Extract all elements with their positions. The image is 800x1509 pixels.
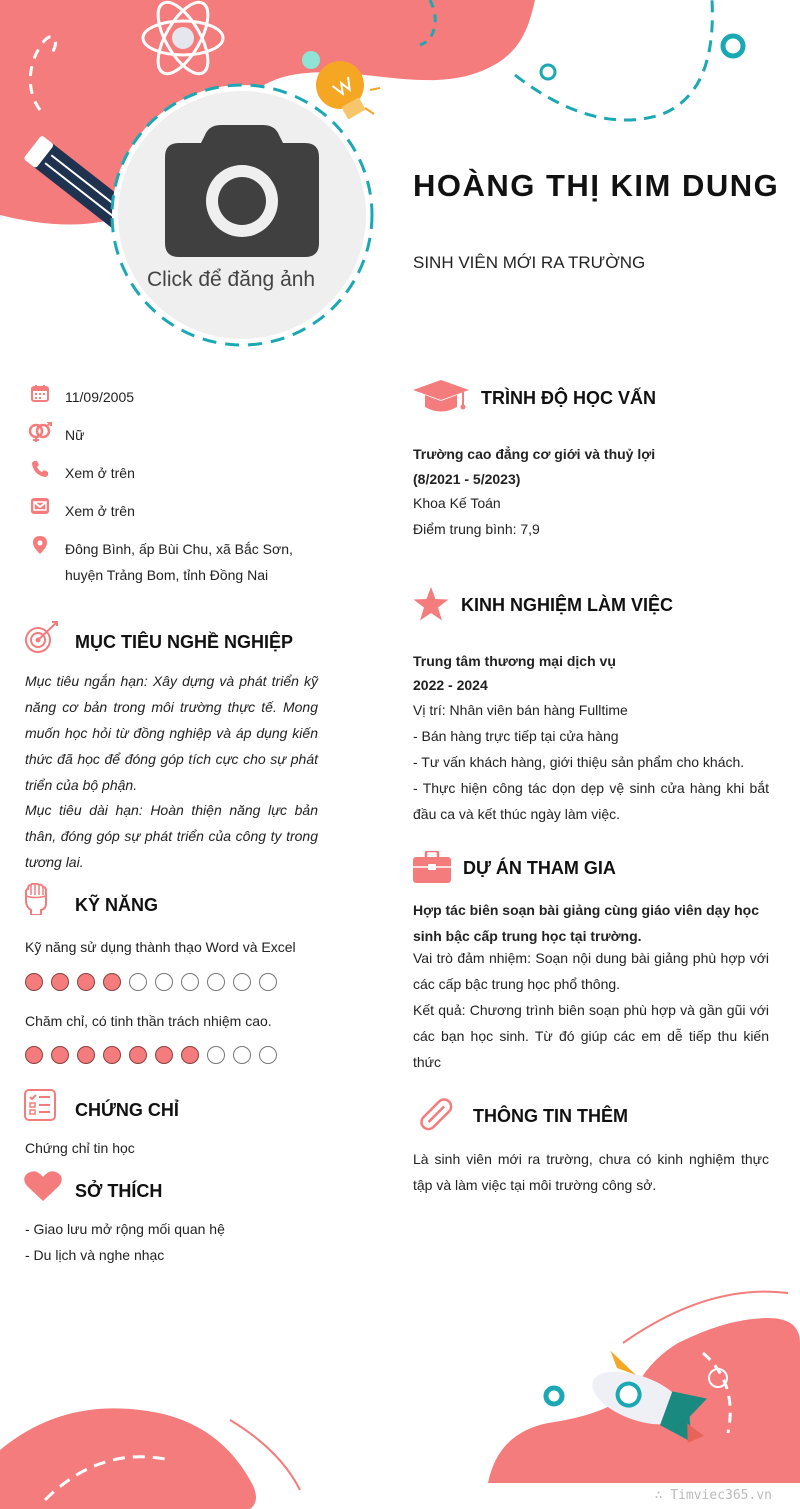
rating-dot-empty [259,973,277,991]
experience-duty: - Bán hàng trực tiếp tại cửa hàng [413,728,619,744]
target-icon [24,620,60,654]
hobby-item: - Du lịch và nghe nhạc [25,1247,165,1263]
rating-dot-filled [103,973,121,991]
footer-decoration-right [488,1283,800,1483]
certificates-text: Chứng chỉ tin học [25,1140,135,1156]
map-pin-icon [25,536,55,556]
education-title: TRÌNH ĐỘ HỌC VẤN [481,388,656,408]
skill-name-1: Kỹ năng sử dụng thành thạo Word và Excel [25,939,296,955]
education-gpa: Điểm trung bình: 7,9 [413,521,540,537]
projects-title: DỰ ÁN THAM GIA [463,858,616,878]
rating-dot-filled [51,1046,69,1064]
contact-phone [25,460,305,486]
rating-dot-filled [181,1046,199,1064]
experience-company: Trung tâm thương mại dịch vụ [413,653,616,669]
fist-icon [25,883,47,915]
rating-dot-filled [77,1046,95,1064]
footer-decoration-left [0,1390,310,1509]
rating-dot-empty [181,973,199,991]
gender-icon [25,422,55,442]
contact-email [25,498,305,524]
contact-gender [25,422,305,448]
rating-dot-empty [259,1046,277,1064]
rating-dot-filled [77,973,95,991]
hobbies-title: SỞ THÍCH [75,1181,163,1201]
contact-birthday [25,384,305,410]
briefcase-icon [413,851,451,883]
rating-dot-filled [25,973,43,991]
objective-title: MỤC TIÊU NGHỀ NGHIỆP [75,632,294,652]
education-period: (8/2021 - 5/2023) [413,471,521,487]
graduation-cap-icon [413,378,469,416]
camera-icon[interactable] [165,125,319,257]
additional-title: THÔNG TIN THÊM [473,1106,628,1126]
watermark: ∴ Timviec365.vn [654,1488,772,1503]
skill-name-2: Chăm chỉ, có tinh thần trách nhiệm cao. [25,1013,272,1029]
experience-role: Vị trí: Nhân viên bán hàng Fulltime [413,702,628,718]
objective-long-term: Mục tiêu dài hạn: Hoàn thiện năng lực bản thân, đóng góp sự phát triển của công ty trong tương lai. [25,802,318,870]
experience-duty: - Thực hiện công tác dọn dẹp vệ sinh cửa hàng khi bắt đầu ca và kết thúc ngày làm việc. [413,780,769,822]
objective-short-term: Mục tiêu ngắn hạn: Xây dựng và phát triển kỹ năng cơ bản trong môi trường thực tế. Mong muốn học hỏi từ đồng nghiệp và áp dụng kiến thức đã học để đóng góp tích cực cho sự phát triển của bộ phận. [25,673,318,793]
rating-dot-filled [25,1046,43,1064]
phone-value: Xem ở trên [65,465,135,481]
additional-text: Là sinh viên mới ra trường, chưa có kinh nghiệm thực tập và làm việc tại môi trường công sở. [413,1151,769,1193]
hobby-item: - Giao lưu mở rộng mối quan hệ [25,1221,225,1237]
rating-dot-empty [155,973,173,991]
certificates-title: CHỨNG CHỈ [75,1100,179,1120]
gender-value: Nữ [65,427,85,443]
rating-dot-filled [155,1046,173,1064]
rating-dot-filled [129,1046,147,1064]
rating-dot-filled [51,973,69,991]
rating-dot-empty [207,973,225,991]
candidate-position: SINH VIÊN MỚI RA TRƯỜNG [413,253,646,272]
birthday-value: 11/09/2005 [65,389,135,405]
project-role: Vai trò đảm nhiệm: Soạn nội dung bài giảng phù hợp với các cấp bậc trung học phổ thông. [413,950,769,992]
rating-dot-empty [129,973,147,991]
skill-rating-2 [25,1046,277,1064]
rating-dot-filled [103,1046,121,1064]
experience-duty: - Tư vấn khách hàng, giới thiệu sản phẩm cho khách. [413,754,745,770]
project-result: Kết quả: Chương trình biên soạn phù hợp và gần gũi với các bạn học sinh. Từ đó giúp các em dễ tiếp thu kiến thức [413,1002,769,1070]
upload-photo-label[interactable]: Click để đăng ảnh [147,268,316,291]
phone-icon [25,460,55,480]
skill-rating-1 [25,973,277,991]
address-value: Đông Bình, ấp Bùi Chu, xã Bắc Sơn, huyện Trảng Bom, tỉnh Đồng Nai [65,541,293,583]
rating-dot-empty [233,973,251,991]
contact-address [25,536,305,588]
star-icon [413,587,449,621]
experience-title: KINH NGHIỆM LÀM VIỆC [461,595,674,615]
mail-icon [25,498,55,518]
checklist-icon [24,1089,56,1121]
heart-icon [24,1170,62,1202]
rating-dot-empty [207,1046,225,1064]
education-school: Trường cao đẳng cơ giới và thuỷ lợi [413,446,656,462]
experience-period: 2022 - 2024 [413,677,488,693]
skills-title: KỸ NĂNG [75,895,159,915]
project-name: Hợp tác biên soạn bài giảng cùng giáo viên dạy học sinh bậc cấp trung học tại trường. [413,902,760,944]
education-major: Khoa Kế Toán [413,495,501,511]
paperclip-icon [415,1094,459,1136]
calendar-icon [25,384,55,404]
candidate-name: HOÀNG THỊ KIM DUNG [413,168,780,203]
rating-dot-empty [233,1046,251,1064]
email-value: Xem ở trên [65,503,135,519]
